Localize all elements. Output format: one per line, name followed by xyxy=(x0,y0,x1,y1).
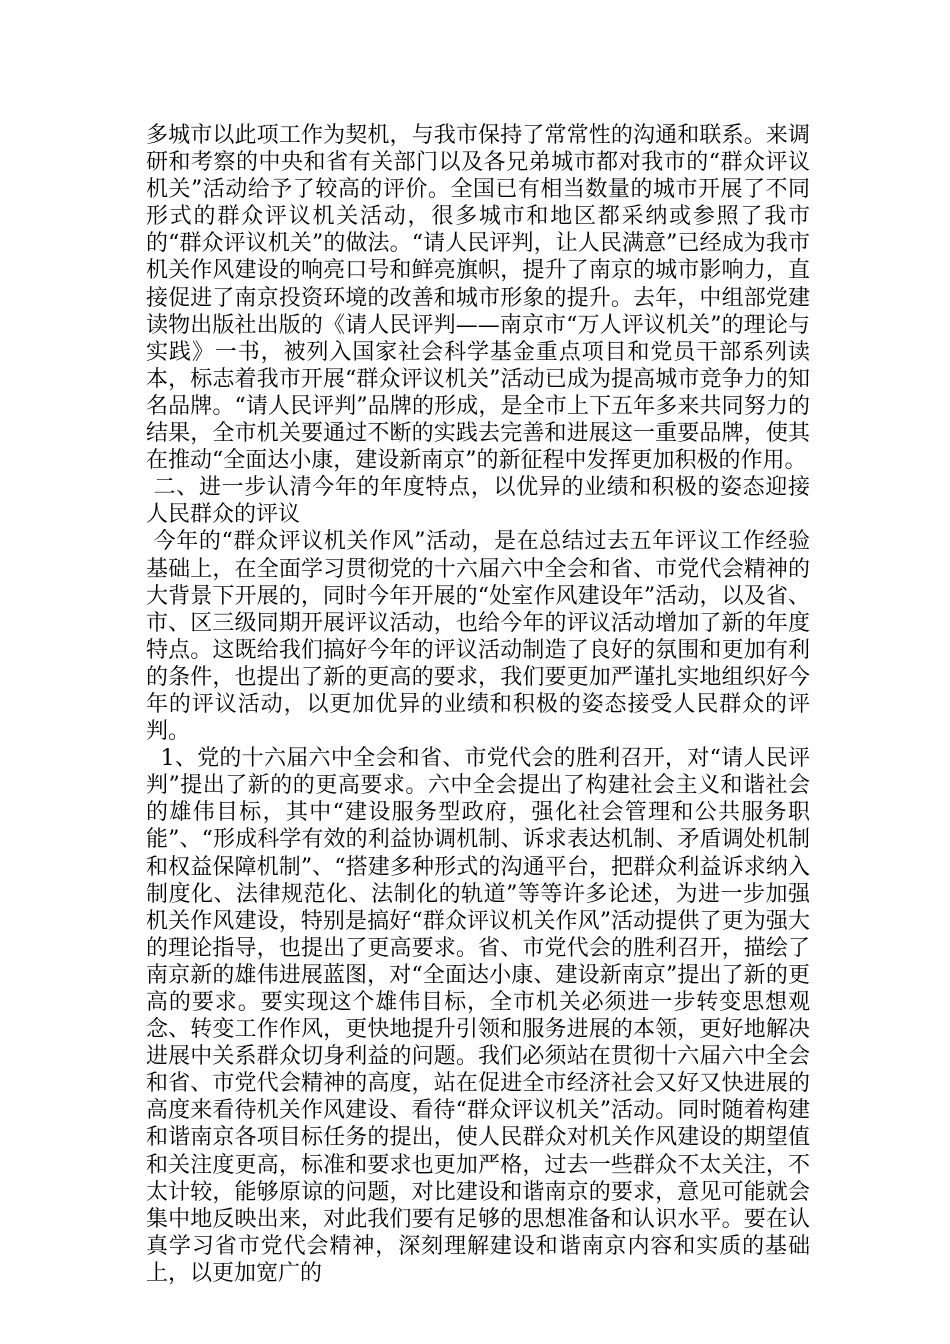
body-paragraph: 多城市以此项工作为契机，与我市保持了常常性的沟通和联系。来调研和考察的中央和省有关部门以及各兄弟城市都对我市的“群众评议机关”活动给予了较高的评价。全国已有相当数量的城市开展了不同形式的群众评议机关活动，很多城市和地区都采纳或参照了我市的“群众评议机关”的做法。“请人民评判，让人民满意”已经成为我市机关作风建设的响亮口号和鲜亮旗帜，提升了南京的城市影响力，直接促进了南京投资环境的改善和城市形象的提升。去年，中组部党建读物出版社出版的《请人民评判——南京市“万人评议机关”的理论与实践》一书，被列入国家社会科学基金重点项目和党员干部系列读本，标志着我市开展“群众评议机关”活动已成为提高城市竞争力的知名品牌。“请人民评判”品牌的形成，是全市上下五年多来共同努力的结果，全市机关要通过不断的实践去完善和进展这一重要品牌，使其在推动“全面达小康，建设新南京”的新征程中发挥更加积极的作用。 xyxy=(146,123,810,474)
body-paragraph: 1、党的十六届六中全会和省、市党代会的胜利召开，对“请人民评判”提出了新的的更高要求。六中全会提出了构建社会主义和谐社会的雄伟目标，其中“建设服务型政府，强化社会管理和公共服务职能”、“形成科学有效的利益协调机制、诉求表达机制、矛盾调处机制和权益保障机制”、“搭建多种形式的沟通平台，把群众利益诉求纳入制度化、法律规范化、法制化的轨道”等等许多论述，为进一步加强机关作风建设，特别是搞好“群众评议机关作风”活动提供了更为强大的理论指导，也提出了更高要求。省、市党代会的胜利召开，描绘了南京新的雄伟进展蓝图，对“全面达小康、建设新南京”提出了新的更高的要求。要实现这个雄伟目标，全市机关必须进一步转变思想观念、转变工作作风，更快地提升引领和服务进展的本领，更好地解决进展中关系群众切身利益的问题。我们必须站在贯彻十六届六中全会和省、市党代会精神的高度，站在促进全市经济社会又好又快进展的高度来看待机关作风建设、看待“群众评议机关”活动。同时随着构建和谐南京各项目标任务的提出，使人民群众对机关作风建设的期望值和关注度更高，标准和要求也更加严格，过去一些群众不太关注，不太计较，能够原谅的问题，对比建设和谐南京的要求，意见可能就会集中地反映出来，对此我们要有足够的思想准备和认识水平。要在认真学习省市党代会精神，深刻理解建设和谐南京内容和实质的基础上，以更加宽广的 xyxy=(146,746,810,1286)
body-paragraph: 今年的“群众评议机关作风”活动，是在总结过去五年评议工作经验基础上，在全面学习贯彻党的十六届六中全会和省、市党代会精神的大背景下开展的，同时今年开展的“处室作风建设年”活动，以及省、市、区三级同期开展评议活动，也给今年的评议活动增加了新的年度特点。这既给我们搞好今年的评议活动制造了良好的氛围和更加有利的条件，也提出了新的更高的要求，我们要更加严谨扎实地组织好今年的评议活动，以更加优异的业绩和积极的姿态接受人民群众的评判。 xyxy=(146,529,811,745)
section-heading: 二、进一步认清今年的年度特点，以优异的业绩和积极的姿态迎接人民群众的评议 xyxy=(146,475,810,528)
document-body xyxy=(146,122,810,1287)
